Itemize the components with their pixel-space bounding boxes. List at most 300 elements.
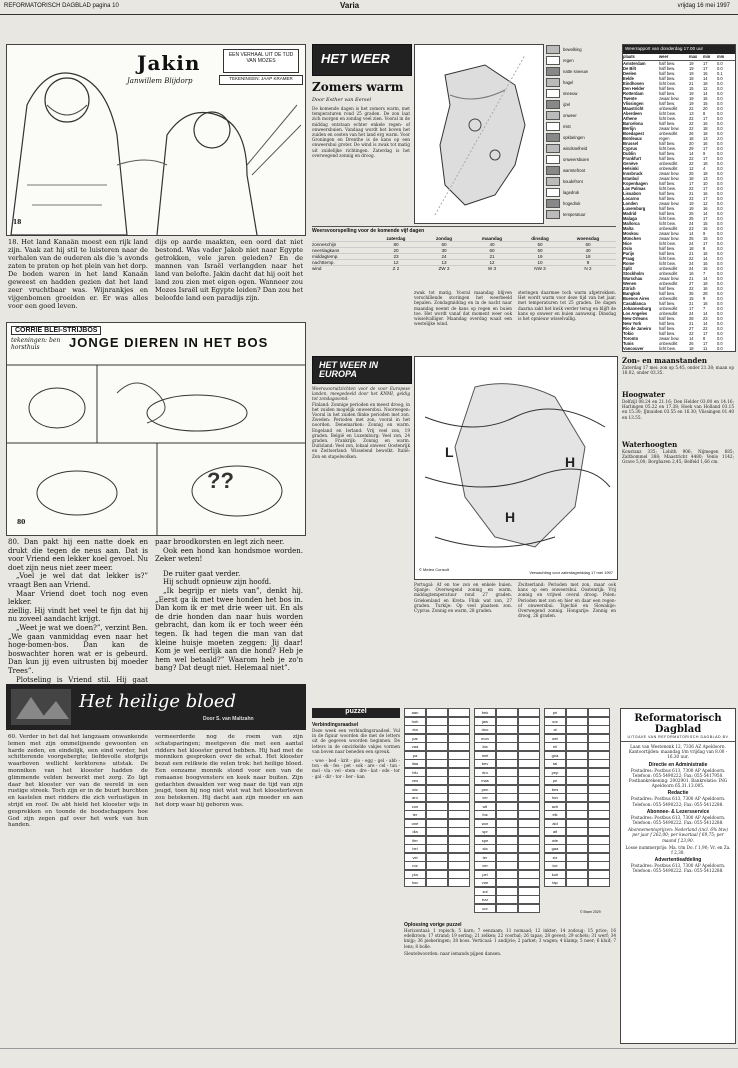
weather-table-cell: 24 <box>689 311 694 316</box>
legend-label: hogedruk <box>563 201 581 206</box>
weather-table-cell: New York <box>623 321 642 326</box>
legend-symbol-icon <box>546 188 560 197</box>
puzzel-solution <box>404 922 616 1042</box>
weather-table-cell: 0.0 <box>717 161 723 166</box>
weather-table-cell: 16 <box>703 96 708 101</box>
weather-table-cell: 14 <box>703 211 708 216</box>
weather-table-cell: 24 <box>689 261 694 266</box>
weather-table-cell: half bew. <box>659 181 676 186</box>
weather-table-cell: half bew. <box>659 291 676 296</box>
weather-table-cell: 13 <box>703 176 708 181</box>
puzzle-cell[interactable]: ziz <box>544 853 566 862</box>
weather-table-cell: 16 <box>703 266 708 271</box>
forecast-day: woensdag <box>576 236 600 241</box>
legend-symbol-icon <box>546 56 560 65</box>
puzzle-cell[interactable]: pla <box>404 870 426 879</box>
legend-symbol-icon <box>546 122 560 131</box>
legend-label: hagel <box>563 80 574 85</box>
weather-table-cell: 17 <box>703 156 708 161</box>
weather-table-cell: half bew. <box>659 206 676 211</box>
weather-table-cell: Athene <box>623 116 637 121</box>
forecast-cell: N 2 <box>584 266 592 271</box>
weather-table-cell: 23 <box>689 226 694 231</box>
puzzle-cell[interactable]: bei <box>404 844 426 853</box>
forecast-cell: 60 <box>441 242 447 247</box>
weather-table-cell: 0.0 <box>717 246 723 251</box>
weather-table-cell: half bew. <box>659 121 676 126</box>
weather-table-heading: max <box>689 54 698 59</box>
puzzle-cell[interactable]: bfu <box>404 768 426 777</box>
weather-table-cell: 22 <box>689 116 694 121</box>
weather-table-cell: 0.0 <box>717 166 723 171</box>
weather-table-cell: 24 <box>689 221 694 226</box>
puzzle-cell[interactable]: pen <box>474 785 496 794</box>
weather-table-cell: half bew. <box>659 71 676 76</box>
weather-table-cell: 0.0 <box>717 261 723 266</box>
weather-table-cell: onbewolkt <box>659 161 678 166</box>
puzzle-cell[interactable]: doo <box>474 725 496 734</box>
zomers-col1: De komende dagen is het zomers warm, met temperaturen rond 25 graden. De zon laat zich morgen en zondag veel zien. Vooral in de middag ontstaan echter enkele regen- of onweersbuien. Vandaag wordt het boven het zuiden en oosten van het land erg warm. Voor Groningen en Drenthe is de kans op een onweersbui groter. De wind is zwak tot matig uit zuidelijke richtingen. Zaterdag is het overwegend zonnig en droog. <box>312 106 410 158</box>
weather-table-cell: licht bew. <box>659 261 676 266</box>
puzzle-cell[interactable]: ter <box>474 853 496 862</box>
weather-table-cell: 0.0 <box>717 106 723 111</box>
weather-table-cell: Split <box>623 266 632 271</box>
weather-table-cell: 14 <box>703 276 708 281</box>
corrie-c2p2: Ook een hond kan hondsmoe worden. Zeker weten! <box>155 546 303 564</box>
puzzle-cell[interactable]: dia <box>404 827 426 836</box>
weather-table-cell: onbewolkt <box>659 131 678 136</box>
weather-table-cell: 25 <box>689 216 694 221</box>
weather-table-cell: 22 <box>689 121 694 126</box>
puzzle-cell[interactable]: wor <box>474 819 496 828</box>
weather-table-cell: 18 <box>703 171 708 176</box>
weather-table-cell: New Orleans <box>623 316 648 321</box>
corrie-p5: „Weet je wat we doen?”, verzint Ben. „We gaan vanmiddag even naar het hoge-bomen-bos. Dan kan de boswachter horen wat er is gebeurd. Dan kun jij even uitrusten bij moeder Trees”. <box>8 623 148 675</box>
puzzle-cell[interactable]: pri <box>544 708 566 717</box>
weather-table-cell: 0.0 <box>717 121 723 126</box>
puzzle-cell[interactable]: voe <box>474 878 496 887</box>
weather-table-cell: 16 <box>703 206 708 211</box>
weather-table-cell: 0.0 <box>717 81 723 86</box>
corrie-c2p3: De ruiter gaat verder. <box>163 569 241 578</box>
weather-table-cell: 22 <box>689 196 694 201</box>
puzzle-cell[interactable]: hoc <box>404 878 426 887</box>
legend-symbol-icon <box>546 78 560 87</box>
puzzle-cell[interactable]: bes <box>544 785 566 794</box>
corrie-panel-number: 80 <box>17 519 26 526</box>
weather-table-cell: Tunis <box>623 341 634 346</box>
forecast-row-label: zonneschijn <box>312 242 337 247</box>
legend-label: onweersbuien <box>563 157 590 162</box>
weather-table-cell: onbewolkt <box>659 311 678 316</box>
europa-credit: © Meteo Consult <box>419 567 449 572</box>
corrie-title: JONGE DIEREN IN HET BOS <box>69 335 269 350</box>
legend-item <box>546 55 616 66</box>
weather-table-cell: 18 <box>703 126 708 131</box>
weather-table-cell: half bew. <box>659 326 676 331</box>
forecast-row-label: wind <box>312 266 322 271</box>
europa-col3: Zwitserland: Perioden met zon, maar ook kans op een onweersbui. Oostenrijk: Vrij zonnig en vrijwel overal droog. Polen: Perioden met zon en hier en daar een regen- of onweersbui. Tsjechië en Slowakije: Overwegend zonnig. Hongarije: Zonnig en droog, 26 graden. <box>518 582 616 619</box>
weather-table-cell: Dublin <box>623 151 636 156</box>
puzzle-answer-cell[interactable] <box>426 878 448 887</box>
weather-table-cell: Las Palmas <box>623 186 646 191</box>
puzzle-cell[interactable]: ves <box>404 776 426 785</box>
forecast-cell: 19 <box>537 254 543 259</box>
jakin-caption: EEN VERHAAL UIT DE TIJD VAN MOZES <box>223 49 299 73</box>
weather-table-cell: 18 <box>689 76 694 81</box>
legend-label: mist <box>563 124 571 129</box>
forecast-corner <box>312 236 372 241</box>
bloed-banner <box>6 684 306 730</box>
weather-table-cell: Vlissingen <box>623 101 644 106</box>
weather-table-cell: 0.0 <box>717 281 723 286</box>
forecast-cell: 21 <box>489 254 495 259</box>
legend-item <box>546 143 616 154</box>
weather-table-cell: 0.0 <box>717 86 723 91</box>
forecast-title: Weersvoorspelling voor de komende vijf dagen <box>312 228 425 234</box>
corrie-p1: 80. Dan pakt hij een natte doek en drukt die tegen de neus aan. Dat is voor Vriend een lekker koel gevoel. Nu doet zijn neus niet zeer meer. <box>8 538 148 572</box>
forecast-cell: 12 <box>489 260 495 265</box>
weather-table-cell: 0.0 <box>717 76 723 81</box>
puzzle-cell[interactable]: bek <box>474 708 496 717</box>
legend-item <box>546 198 616 209</box>
weather-table-cell: 9 <box>703 151 706 156</box>
legend-label: ijzel <box>563 102 571 107</box>
weather-table-cell: 10 <box>703 181 708 186</box>
puzzle-cell[interactable]: vaa <box>404 742 426 751</box>
legend-label: natte sneeuw <box>563 69 588 74</box>
puzzle-cell[interactable]: gna <box>544 751 566 760</box>
puzzle-cell[interactable]: lfer <box>404 836 426 845</box>
weather-table-cell: Rome <box>623 261 635 266</box>
weather-table-cell: 14 <box>703 256 708 261</box>
puzzle-cell[interactable]: wil <box>474 802 496 811</box>
puzzel-words: - woe - bed - krit - plo - egg - gel - abb - ton - ek - fes - pet - sok - are - cel - tan - mel - vla - vel - stem - dre - kat - ode - tor - gal - dir - tor - ber - kan <box>312 758 400 779</box>
puzzle-answer-cell[interactable] <box>448 878 470 887</box>
weather-table-cell: 18 <box>689 246 694 251</box>
weather-table-cell: München <box>623 236 641 241</box>
puzzle-cell[interactable]: wiz <box>404 785 426 794</box>
svg-text:??: ?? <box>207 468 234 493</box>
weather-table-cell: Rio de Janeiro <box>623 326 652 331</box>
puzzle-cell[interactable]: alt <box>544 827 566 836</box>
puzzle-cell[interactable]: aro <box>404 793 426 802</box>
weather-table-cell: 15 <box>703 71 708 76</box>
corrie-p4: ziellig. Hij vindt het veel te fijn dat hij nu zoveel aandacht krijgt. <box>8 606 148 624</box>
colophon-abonnee-text: Postadres: Postbus 613, 7300 AP Apeldoorn. Telefoon: 055-5490222. Fax: 055-5412288. <box>630 814 726 826</box>
europa-text <box>312 386 410 596</box>
weather-table-cell: 27 <box>689 281 694 286</box>
weather-table-cell: regen <box>659 136 670 141</box>
jakin-author: Janwillem Blijdorp <box>127 77 193 85</box>
weather-table-cell: Frankfurt <box>623 156 641 161</box>
weather-table-cell: 21 <box>689 251 694 256</box>
svg-text:H: H <box>565 454 576 470</box>
puzzle-answer-cell[interactable] <box>588 878 610 887</box>
puzzle-cell[interactable]: pe <box>544 776 566 785</box>
forecast-day: zaterdag <box>386 236 406 241</box>
weather-table-cell: 24 <box>689 266 694 271</box>
weather-table-cell: 14 <box>703 91 708 96</box>
bloed-author: Door S. van Maltzahn <box>203 716 254 722</box>
legend-item <box>546 176 616 187</box>
weather-table-cell: 0.0 <box>717 201 723 206</box>
weather-table-cell: 0.0 <box>717 116 723 121</box>
weather-table-cell: licht bew. <box>659 111 676 116</box>
weather-table-cell: Deelen <box>623 71 637 76</box>
weather-table-cell: half bew. <box>659 331 676 336</box>
puzzle-answer-cell[interactable] <box>566 878 588 887</box>
weather-table-cell: licht bew. <box>659 346 676 351</box>
legend-item <box>546 44 616 55</box>
weather-table-cell: 0.0 <box>717 111 723 116</box>
weather-table-cell: 17 <box>703 341 708 346</box>
colophon-title: Reformatorisch Dagblad <box>634 713 722 735</box>
puzzle-cell[interactable]: spe <box>474 836 496 845</box>
puzzle-cell[interactable]: ice <box>544 861 566 870</box>
weather-table-cell: 22 <box>689 186 694 191</box>
puzzle-cell[interactable]: tal <box>544 759 566 768</box>
puzzle-answer-cell[interactable] <box>518 904 540 913</box>
weather-table-cell: 0.0 <box>717 276 723 281</box>
weather-table-cell: Toronto <box>623 336 639 341</box>
weather-table-cell: Warschau <box>623 276 643 281</box>
forecast-row-label: nachttemp. <box>312 260 335 265</box>
weather-table-cell: 0.0 <box>717 251 723 256</box>
page-bottom-rule <box>0 1048 738 1049</box>
weather-table-cell: 22 <box>689 161 694 166</box>
weather-table-cell: Malaga <box>623 216 637 221</box>
puzzle-cell[interactable]: oor <box>544 717 566 726</box>
puzzle-cell[interactable]: pa <box>404 751 426 760</box>
colophon-tarieven: Abonnementsprijzen: Nederland (incl. 6% btw) per jaar f 262,00; per kwartaal f 69,75; per maand f 23,90. <box>628 827 728 843</box>
forecast-table <box>312 226 616 287</box>
weather-table-cell: half bew. <box>659 301 676 306</box>
weather-table-cell: Rotterdam <box>623 91 644 96</box>
legend-label: windsnelheid <box>563 146 588 151</box>
weather-table-cell: 14 <box>703 76 708 81</box>
weather-table-cell: 0.0 <box>717 206 723 211</box>
forecast-cell: 80 <box>393 242 399 247</box>
puzzle-cell[interactable]: gaa <box>544 844 566 853</box>
weather-table-cell: 17 <box>703 61 708 66</box>
puzzle-cell[interactable]: aan <box>404 708 426 717</box>
zon-maan-title: Zon- en maanstanden <box>622 356 707 365</box>
corrie-p3: Maar Vriend doet toch nog even lekker. <box>8 589 148 607</box>
weather-table-cell: Oslo <box>623 246 633 251</box>
weather-table-cell: 29 <box>689 146 694 151</box>
weather-table-cell: 22 <box>689 256 694 261</box>
zomers-col2: zwak tot matig. Vooral maandag blijven verschillende storingen het weerbeeld bepalen. Zondagmiddag en in de nacht naar maandag neemt de kans op regen en buien toe. Het wordt vanaf dat moment weer ook wisselvalliger. Maandag overdag waait een westelijke wind. <box>414 290 512 327</box>
weather-table-cell: 17 <box>703 331 708 336</box>
weather-table-cell: Parijs <box>623 251 635 256</box>
weather-table-cell: onbewolkt <box>659 106 678 111</box>
forecast-cell: 12 <box>393 260 399 265</box>
puzzle-cell[interactable]: wel <box>544 734 566 743</box>
weather-table-cell: 11 <box>703 346 708 351</box>
weather-table-cell: half bew. <box>659 151 676 156</box>
zomers-col3: steringen daarmee toch warm afgetrokken. Het wordt warm voor deze tijd van het jaar, met temperaturen tot 25 graden. De dagen daarna zakt het kwik verder terug en blijft de kans op onweer en buien aanwezig. Dinsdag is het opnieuw wisselvallig. <box>518 290 616 322</box>
weather-table-cell: onbewolkt <box>659 266 678 271</box>
jakin-text-col1: 18. Het land Kanaän moest een rijk land zijn. Vaak zat hij stil te luisteren naar de verhalen van de ouderen als die 's avonds zaten te praten op het plein van het dorp. De boden waren in het land Kanaän geweest en hadden gezien dat het land zeer vruchtbaar was. Wijnrankjes en vijgenbomen groeiden er. Er was alles voor een goed leven. <box>8 238 148 310</box>
legend-item <box>546 77 616 88</box>
puzzle-cell[interactable]: eli <box>544 742 566 751</box>
puzzle-cell[interactable]: ald <box>544 819 566 828</box>
weather-table-header <box>623 54 735 61</box>
weather-table-cell: Bordeaux <box>623 136 642 141</box>
puzzle-cell[interactable]: kla <box>474 742 496 751</box>
legend-item <box>546 187 616 198</box>
weather-table-cell: half bew. <box>659 66 676 71</box>
puzzle-cell[interactable]: al <box>544 725 566 734</box>
legend-symbol-icon <box>546 166 560 175</box>
puzzle-cell[interactable]: ver <box>474 861 496 870</box>
legend-symbol-icon <box>546 144 560 153</box>
zomers-title: Zomers warm <box>312 80 404 94</box>
legend-label: temperatuur <box>563 212 586 217</box>
weather-table-cell: onbewolkt <box>659 226 678 231</box>
weather-table-cell: 20 <box>689 141 694 146</box>
puzzle-cell[interactable]: dro <box>474 768 496 777</box>
puzzle-answer-cell[interactable] <box>496 904 518 913</box>
forecast-cell: 60 <box>489 248 495 253</box>
weather-table-cell: onbewolkt <box>659 341 678 346</box>
weather-table-cell: onbewolkt <box>659 281 678 286</box>
legend-symbol-icon <box>546 67 560 76</box>
nl-weather-map <box>414 44 544 224</box>
weather-table-cell: Eelde <box>623 76 634 81</box>
puzzle-cell[interactable]: par <box>404 734 426 743</box>
weather-table-cell: Los Angeles <box>623 311 648 316</box>
puzzle-cell[interactable]: roz <box>404 861 426 870</box>
puzzel-grid <box>404 708 616 918</box>
waterhoogten-text: Konstanz 335; Lobith 906; Nijmegen 685; Zaltbommel 388; Maastricht 4480; Venlo 1142; Grave 5,00; Borgharen 2,45; Belfeld 1,66 cm. <box>622 449 734 465</box>
weather-table-cell: half bew. <box>659 101 676 106</box>
corrie-p6: Plotseling is Vriend stil. Hij gaat <box>16 675 148 684</box>
weather-table-cell: Johannesburg <box>623 306 652 311</box>
weather-table-cell: onbewolkt <box>659 306 678 311</box>
weather-table-cell: 21 <box>689 191 694 196</box>
weather-table-cell: 0.0 <box>717 176 723 181</box>
weather-table-cell: Cyprus <box>623 146 638 151</box>
forecast-row <box>312 247 616 253</box>
puzzle-cell[interactable]: spr <box>474 827 496 836</box>
puzzle-cell[interactable]: kuh <box>544 870 566 879</box>
puzzle-cell[interactable]: mei <box>474 751 496 760</box>
hoogwater-text: Delfzijl 08.24 en 21.16; Den Helder 03.00 en 14.16; Harlingen 05.22 en 17.38; Hoek van Holland 03.15 en 15.30; IJmuiden 03.55 en 16.30; Vlissingen 01.40 en 13.55. <box>622 399 734 420</box>
legend-label: bewolking <box>563 47 582 52</box>
weather-table-cell: 0.0 <box>717 301 723 306</box>
weather-table-cell: onbewolkt <box>659 296 678 301</box>
weather-table-cell: 0.1 <box>717 71 723 76</box>
puzzle-cell[interactable]: vei <box>404 853 426 862</box>
weather-table-cell: 17 <box>689 306 694 311</box>
weather-table-cell: 22 <box>703 326 708 331</box>
puzzle-cell[interactable]: ela <box>404 725 426 734</box>
weather-table-cell: licht bew. <box>659 256 676 261</box>
weather-table-cell: 19 <box>689 96 694 101</box>
weather-table-cell: 0.0 <box>717 131 723 136</box>
weather-table-cell: half bew. <box>659 61 676 66</box>
corrie-drawing <box>7 323 305 535</box>
weather-table-cell: 20 <box>703 106 708 111</box>
weather-table-cell: De Bilt <box>623 66 636 71</box>
europe-weather-map <box>414 356 618 580</box>
weather-table-cell: 19 <box>689 201 694 206</box>
puzzle-cell[interactable]: ezz <box>474 895 496 904</box>
weather-table-cell: 7 <box>703 271 706 276</box>
puzzel-banner <box>312 708 400 718</box>
puzzle-cell[interactable]: mas <box>474 776 496 785</box>
weather-table-cell: 21 <box>689 81 694 86</box>
weather-table-cell: 0.0 <box>717 231 723 236</box>
weather-table-cell: 4 <box>703 166 706 171</box>
weather-table-cell: 16 <box>703 226 708 231</box>
weather-table-cell: 14 <box>703 311 708 316</box>
weather-table-cell: zwaar bew. <box>659 201 680 206</box>
puzzle-cell[interactable]: bev <box>474 759 496 768</box>
puzzle-cell[interactable]: ter <box>404 810 426 819</box>
puzzle-cell[interactable]: ilaa <box>404 759 426 768</box>
corrie-comic <box>6 322 306 536</box>
weather-table-cell: 12 <box>703 86 708 91</box>
puzzle-cell[interactable]: hov <box>544 793 566 802</box>
weather-table-cell: 21 <box>689 321 694 326</box>
legend-symbol-icon <box>546 111 560 120</box>
weather-table-cell: 19 <box>689 91 694 96</box>
weather-table-cell: Praag <box>623 256 635 261</box>
puzzle-cell[interactable]: hoh <box>404 717 426 726</box>
colophon-adv: Advertentieafdeling <box>654 857 702 864</box>
weather-table-cell: zwaar bew. <box>659 236 680 241</box>
forecast-cell: 23 <box>393 254 399 259</box>
puzzle-cell[interactable]: mon <box>474 734 496 743</box>
legend-label: onweer <box>563 113 577 118</box>
weather-table-heading: min <box>703 54 711 59</box>
puzzle-cell[interactable]: jaw <box>474 717 496 726</box>
puzzle-cell[interactable]: pei <box>474 870 496 879</box>
puzzle-cell[interactable]: con <box>404 802 426 811</box>
weather-table-cell: Istanbul <box>623 176 639 181</box>
colophon-los: Losse nummerprijs: Ma. t/m Do. f 1,90; Vr. en Za. f 2,30. <box>625 844 731 856</box>
europa-body: Finland: Zonnige perioden en meest droog; in het zuiden mogelijk onweersbui. Noorwegen: Vooral in het zuiden flinke perioden met zon. Zweden: Perioden met zon, vooral in het noorden. Denemarken: Zonnig en warm. Engeland en Ierland: Vrij veel zon, 19 graden. België en Luxemburg: Veel zon, 24 graden. Frankrijk: Zonnig en warm. Duitsland: Veel zon, lokaal onweer. Oostenrijk en Zwitserland: Wisselend bewolkt. Italië: Zon en stapelwolken. <box>312 401 410 459</box>
weather-table-cell: 18 <box>703 131 708 136</box>
puzzle-cell[interactable]: sni <box>474 887 496 896</box>
puzzle-cell[interactable]: ver <box>474 793 496 802</box>
weather-table-cell: 0.0 <box>717 181 723 186</box>
weather-table-cell: Malta <box>623 226 634 231</box>
puzzle-cell[interactable]: pep <box>544 768 566 777</box>
puzzle-cell[interactable]: elk <box>544 810 566 819</box>
weather-table-cell: 27 <box>689 326 694 331</box>
puzzle-cell[interactable]: sla <box>474 844 496 853</box>
weather-table-cell: 14 <box>689 151 694 156</box>
puzzle-cell[interactable]: wie <box>544 836 566 845</box>
puzzle-cell[interactable]: fos <box>474 810 496 819</box>
zon-maan-text: Zaterdag 17 mei: zon op 5.45, onder 21.38; maan op 16.02, onder 03.35. <box>622 365 734 376</box>
puzzle-cell[interactable]: cur <box>474 904 496 913</box>
forecast-row-label: neerslagkans <box>312 248 340 253</box>
puzzle-cell[interactable]: tap <box>544 878 566 887</box>
puzzel-solution-text: Horizontaal: 1 ropisch; 5 karn; 7 eenzaam; 11 nomaad; 12 inkter; 14 zodoug; 15 price; 16 edelkroon; 17 strand; 19 sering; 21 zelken; 22 voorbal; 26 tapas; 28 gevest; 29 schets; 31 werf; 34 knijp; 36 piekeringen; 38 boos. Verticaal: 1 andijvie; 2 parket; 3 wagen; 4 klamp; 5 neer; 6 kluif; 7 lens; 8 bolle. <box>404 928 616 949</box>
bloed-illustration <box>11 689 71 725</box>
corrie-c2p1: paar broodkorsten en legt zich neer. <box>155 538 285 546</box>
weather-table-cell: Tokio <box>623 331 634 336</box>
puzzle-cell[interactable]: ach <box>544 802 566 811</box>
weather-table-cell: 18 <box>689 136 694 141</box>
puzzle-cell[interactable]: one <box>404 819 426 828</box>
hoogwater-title: Hoogwater <box>622 390 665 399</box>
